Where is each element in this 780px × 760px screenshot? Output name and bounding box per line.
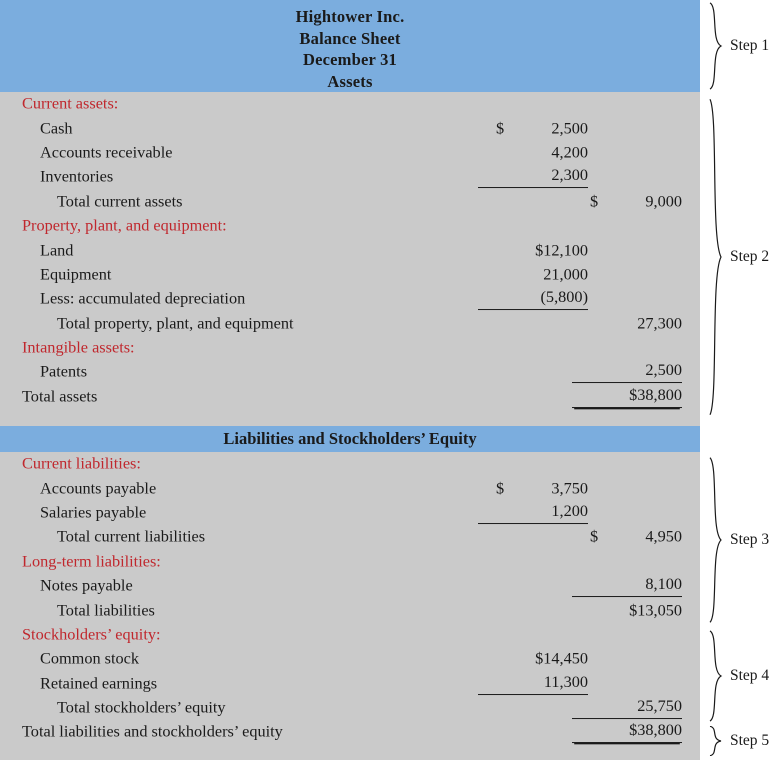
- amount-outer-column: [572, 721, 682, 744]
- amount-inner-column: [478, 672, 588, 695]
- amount-value: 25,750: [637, 696, 682, 716]
- amount-inner-column: [478, 143, 588, 163]
- statement-row: [0, 696, 700, 720]
- amount-value: $38,800: [629, 384, 682, 404]
- amount-outer-column: [572, 191, 682, 211]
- statement-row: [0, 312, 700, 336]
- amount-outer-column: [572, 696, 682, 719]
- step-label: Step 5: [730, 732, 770, 749]
- statement-row: [0, 623, 700, 647]
- step-annotation: [700, 456, 780, 624]
- step-annotation: [700, 96, 780, 418]
- amount-value: $13,050: [629, 600, 682, 620]
- amount-outer-column: [572, 385, 682, 408]
- amount-inner-column: [478, 165, 588, 188]
- step-label: Step 1: [730, 37, 770, 54]
- row-section-label: Stockholders’ equity:: [22, 624, 161, 644]
- row-label: Total stockholders’ equity: [57, 697, 226, 717]
- row-label: Less: accumulated depreciation: [40, 288, 246, 308]
- assets-heading: Assets: [327, 71, 373, 91]
- curly-brace-icon: [706, 2, 726, 90]
- amount-value: $14,450: [535, 648, 588, 668]
- assets-section: [0, 92, 700, 409]
- amount-value: 9,000: [645, 191, 682, 211]
- step-label: Step 4: [730, 667, 770, 684]
- step-annotation: [700, 726, 780, 756]
- row-label: Accounts payable: [40, 478, 157, 498]
- amount-value: 4,200: [551, 142, 588, 162]
- row-label: Total current liabilities: [57, 526, 206, 546]
- amount-value: $38,800: [629, 720, 682, 740]
- currency-symbol: $: [496, 118, 505, 138]
- statement-date: December 31: [303, 50, 397, 69]
- row-label: Total property, plant, and equipment: [57, 313, 294, 333]
- statement-row: [0, 190, 700, 214]
- row-label: Equipment: [40, 264, 112, 284]
- row-section-label: Current assets:: [22, 93, 119, 113]
- statement-row: [0, 720, 700, 744]
- row-section-label: Long-term liabilities:: [22, 551, 161, 571]
- amount-value: (5,800): [540, 287, 588, 307]
- curly-brace-icon: [706, 456, 726, 624]
- amount-value: 21,000: [543, 264, 588, 284]
- step-annotations: [700, 0, 780, 760]
- amount-outer-column: [572, 574, 682, 597]
- currency-symbol: $: [496, 478, 505, 498]
- row-section-label: Current liabilities:: [22, 453, 141, 473]
- amount-value: 3,750: [551, 478, 588, 498]
- row-label: Accounts receivable: [40, 142, 173, 162]
- row-section-label: Intangible assets:: [22, 337, 135, 357]
- amount-outer-column: [572, 600, 682, 620]
- amount-outer-column: [572, 361, 682, 384]
- amount-inner-column: [478, 649, 588, 669]
- curly-brace-icon: [706, 96, 726, 418]
- step-annotation: [700, 2, 780, 90]
- row-section-label: Property, plant, and equipment:: [22, 215, 227, 235]
- liabilities-equity-section: [0, 452, 700, 745]
- amount-value: 2,500: [551, 118, 588, 138]
- row-label: Retained earnings: [40, 673, 158, 693]
- title-band: [0, 0, 700, 92]
- statement-row: [0, 476, 700, 500]
- statement-row: [0, 238, 700, 262]
- amount-value: 27,300: [637, 313, 682, 333]
- row-label: Cash: [40, 118, 73, 138]
- amount-value: 11,300: [543, 671, 588, 691]
- row-label: Total assets: [22, 386, 98, 406]
- currency-symbol: $: [590, 526, 599, 546]
- row-label: Patents: [40, 362, 88, 382]
- row-label: Common stock: [40, 648, 140, 668]
- amount-value: 2,500: [645, 360, 682, 380]
- row-label: Total current assets: [57, 191, 183, 211]
- statement-row: [0, 263, 700, 287]
- statement-row: [0, 672, 700, 696]
- statement-name: Balance Sheet: [299, 28, 401, 48]
- amount-inner-column: [478, 501, 588, 524]
- row-label: Inventories: [40, 166, 114, 186]
- statement-row: [0, 165, 700, 189]
- statement-row: [0, 141, 700, 165]
- statement-row: [0, 501, 700, 525]
- amount-outer-column: [572, 313, 682, 333]
- amount-value: 1,200: [551, 501, 588, 521]
- currency-symbol: $: [590, 191, 599, 211]
- statement-row: [0, 385, 700, 409]
- amount-inner-column: [478, 287, 588, 310]
- statement-row: [0, 214, 700, 238]
- curly-brace-icon: [706, 726, 726, 756]
- row-label: Total liabilities: [57, 600, 155, 620]
- statement-row: [0, 116, 700, 140]
- row-label: Land: [40, 240, 74, 260]
- step-annotation: [700, 630, 780, 722]
- row-label: Notes payable: [40, 575, 133, 595]
- amount-inner-column: [478, 240, 588, 260]
- row-label: Total liabilities and stockholders’ equity: [22, 722, 283, 742]
- statement-row: [0, 287, 700, 311]
- curly-brace-icon: [706, 630, 726, 722]
- statement-row: [0, 647, 700, 671]
- company-name: Hightower Inc.: [295, 7, 405, 26]
- row-label: Salaries payable: [40, 502, 147, 522]
- amount-inner-column: [478, 118, 588, 138]
- statement-row: [0, 452, 700, 476]
- amount-inner-column: [478, 478, 588, 498]
- step-label: Step 3: [730, 531, 770, 548]
- statement-row: [0, 598, 700, 622]
- statement-row: [0, 525, 700, 549]
- statement-row: [0, 360, 700, 384]
- amount-value: $12,100: [535, 240, 588, 260]
- amount-outer-column: [572, 527, 682, 547]
- amount-value: 4,950: [645, 526, 682, 546]
- statement-row: [0, 574, 700, 598]
- step-label: Step 2: [730, 248, 770, 265]
- amount-value: 2,300: [551, 165, 588, 185]
- liabilities-equity-band: Liabilities and Stockholders’ Equity: [0, 426, 700, 452]
- statement-row: [0, 92, 700, 116]
- statement-row: [0, 336, 700, 360]
- statement-row: [0, 550, 700, 574]
- amount-value: 8,100: [645, 574, 682, 594]
- amount-inner-column: [478, 265, 588, 285]
